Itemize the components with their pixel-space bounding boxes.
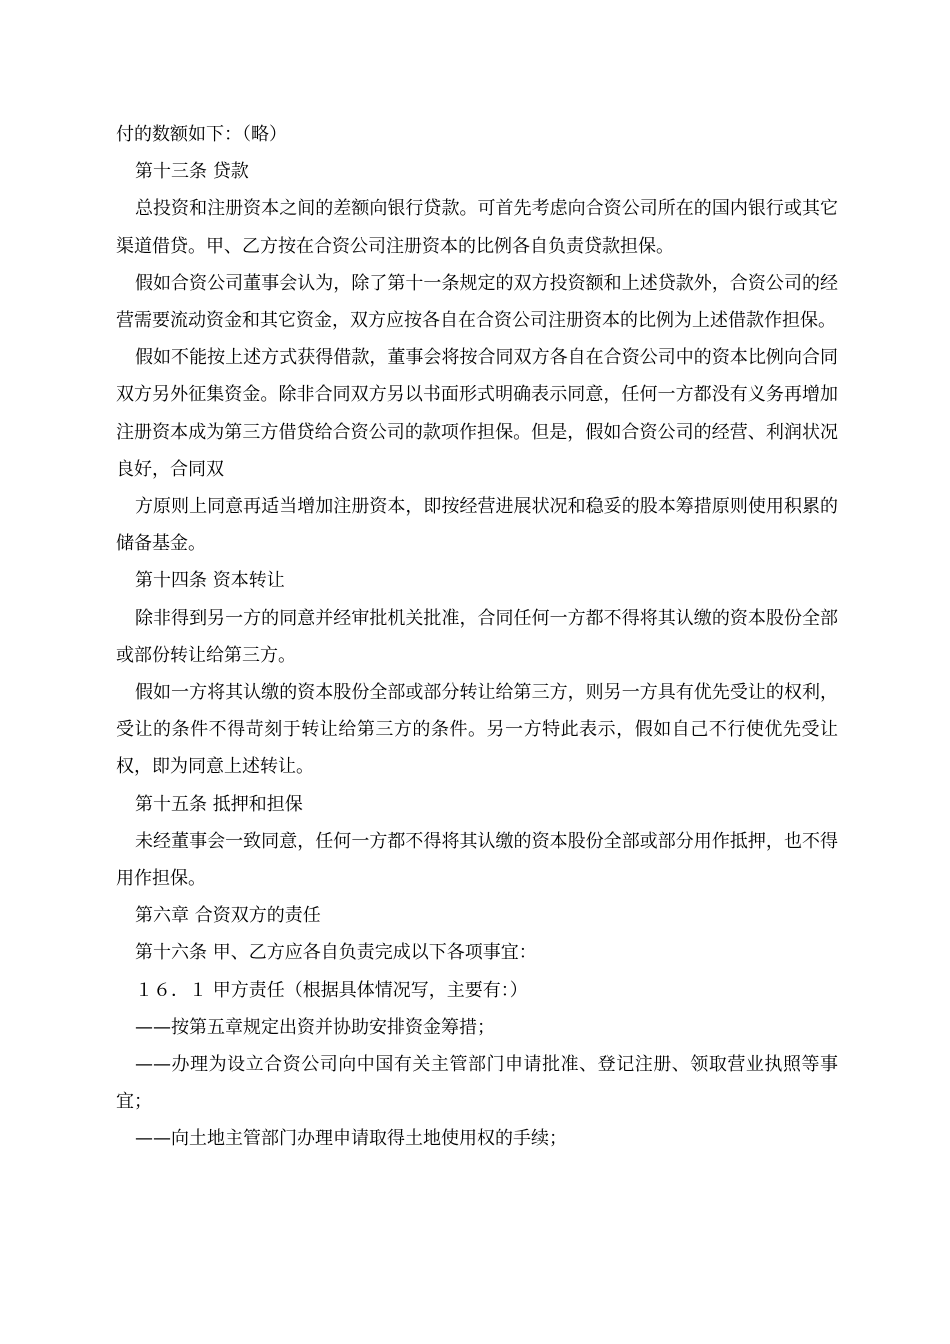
article-heading: 第十五条 抵押和担保 [135, 793, 303, 815]
paragraph: 方原则上同意再适当增加注册资本，即按经营进展状况和稳妥的股本筹措原则使用积累的储备基金。 [116, 496, 838, 555]
paragraph: 假如一方将其认缴的资本股份全部或部分转让给第三方，则另一方具有优先受让的权利，受让的条件不得苛刻于转让给第三方的条件。另一方特此表示，假如自己不行使优先受让权，即为同意上述转让。 [116, 682, 838, 778]
article-heading: 第十六条 甲、乙方应各自负责完成以下各项事宜： [135, 942, 537, 964]
paragraph: 除非得到另一方的同意并经审批机关批准，合同任何一方都不得将其认缴的资本股份全部或部份转让给第三方。 [116, 607, 838, 666]
document-page [116, 116, 838, 1158]
clause-heading: １６．１ 甲方责任（根据具体情况写，主要有：） [135, 979, 528, 1001]
paragraph: 假如不能按上述方式获得借款，董事会将按合同双方各自在合资公司中的资本比例向合同双方另外征集资金。除非合同双方另以书面形式明确表示同意，任何一方都没有义务再增加注册资本成为第三方借贷给合资公司的款项作担保。但是，假如合资公司的经营、利润状况良好，合同双 [116, 347, 838, 480]
paragraph: 假如合资公司董事会认为，除了第十一条规定的双方投资额和上述贷款外，合资公司的经营需要流动资金和其它资金，双方应按各自在合资公司注册资本的比例为上述借款作担保。 [116, 272, 838, 332]
article-heading: 第十四条 资本转让 [135, 570, 285, 592]
chapter-heading: 第六章 合资双方的责任 [135, 905, 321, 927]
list-item: ——办理为设立合资公司向中国有关主管部门申请批准、登记注册、领取营业执照等事宜； [116, 1054, 838, 1113]
paragraph: 付的数额如下：（略） [116, 124, 287, 145]
list-item: ——向土地主管部门办理申请取得土地使用权的手续； [135, 1128, 567, 1150]
paragraph: 未经董事会一致同意，任何一方都不得将其认缴的资本股份全部或部分用作抵押，也不得用作担保。 [116, 830, 838, 890]
list-item: ——按第五章规定出资并协助安排资金筹措； [135, 1016, 495, 1038]
paragraph: 总投资和注册资本之间的差额向银行贷款。可首先考虑向合资公司所在的国内银行或其它渠道借贷。甲、乙方按在合资公司注册资本的比例各自负责贷款担保。 [116, 198, 838, 257]
article-heading: 第十三条 贷款 [135, 161, 249, 183]
